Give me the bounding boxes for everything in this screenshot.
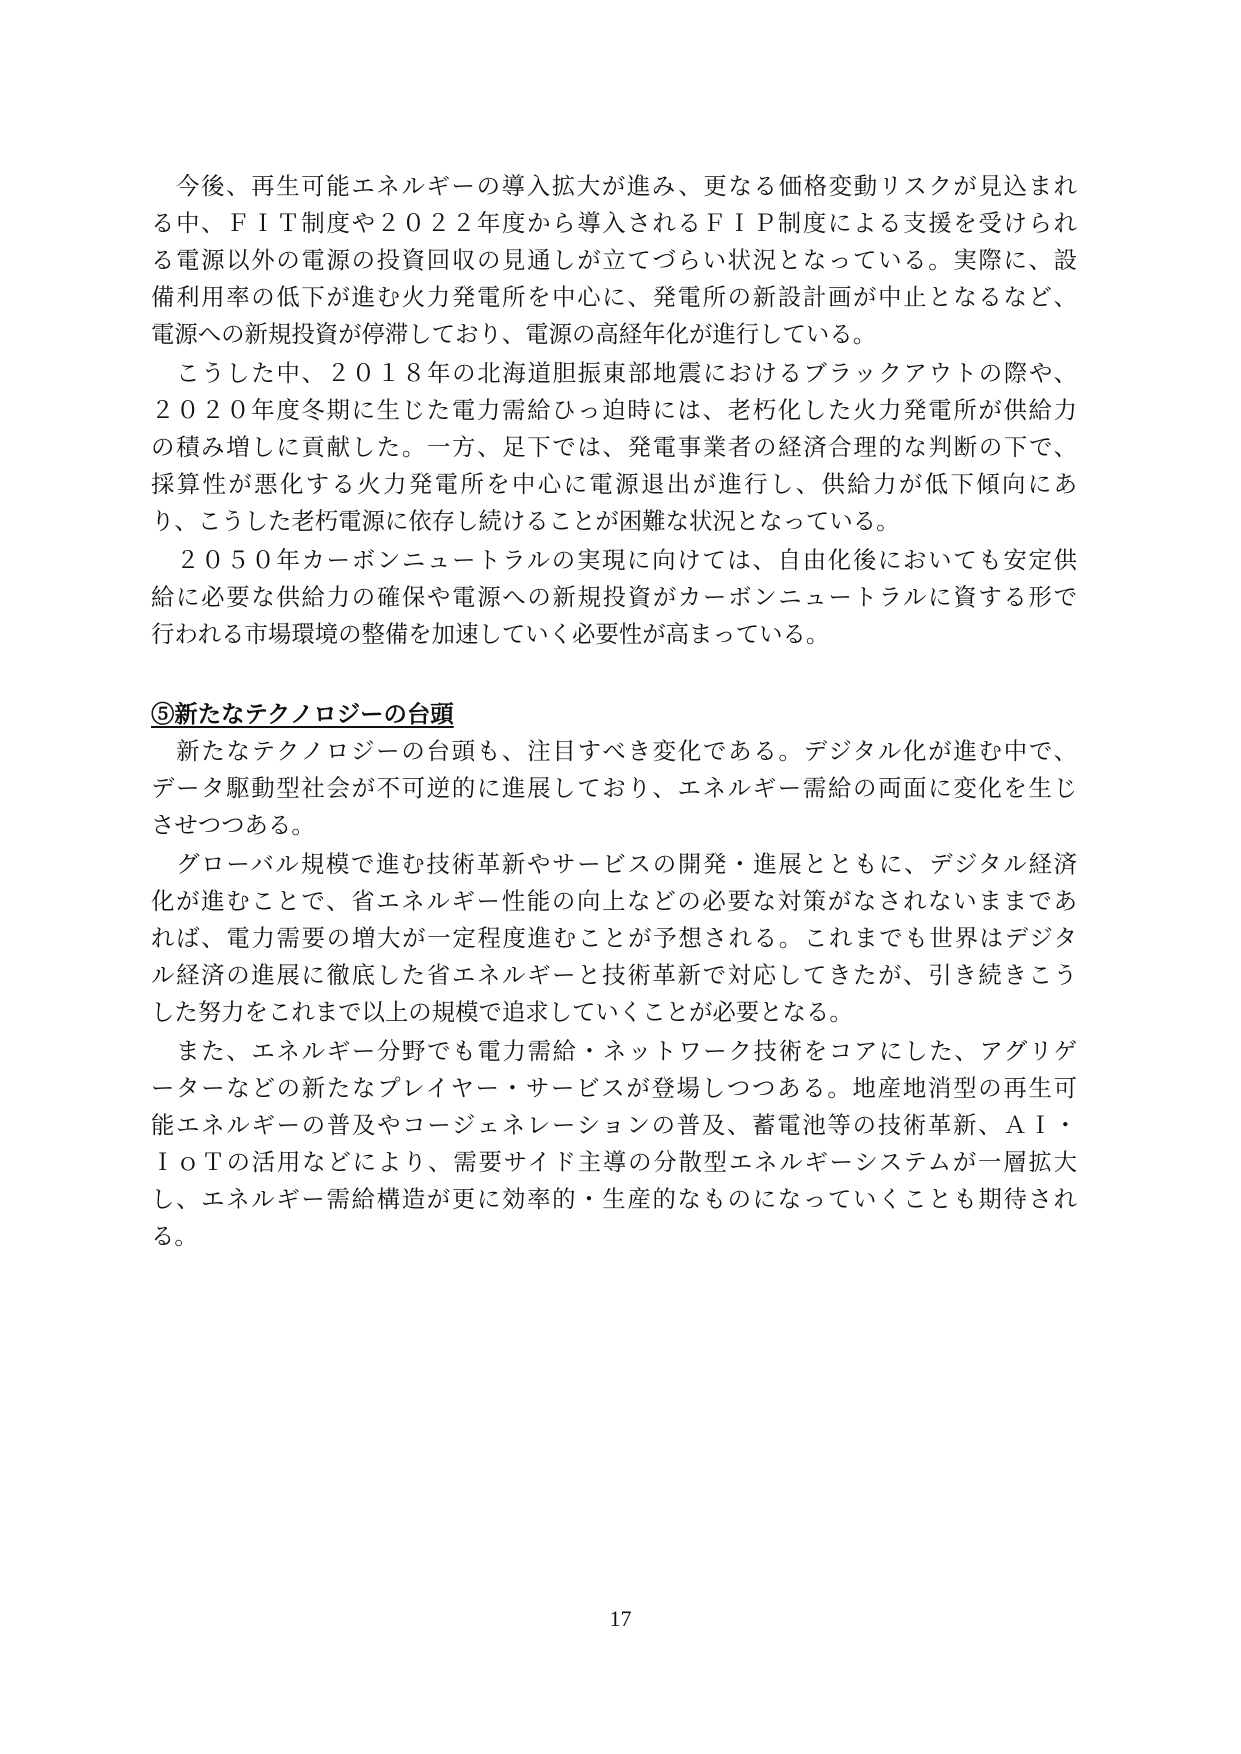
paragraph-6-line-1: また、エネルギー分野でも電力需給・ネットワーク技術をコアにした、アグリゲ: [151, 1037, 1077, 1065]
section-heading: ⑤新たなテクノロジーの台頭: [151, 700, 454, 728]
paragraph-6-line-2: ーターなどの新たなプレイヤー・サービスが登場しつつある。地産地消型の再生可: [151, 1074, 1077, 1102]
paragraph-2-line-1: こうした中、２０１８年の北海道胆振東部地震におけるブラックアウトの際や、: [151, 359, 1077, 387]
paragraph-2-line-3: の積み増しに貢献した。一方、足下では、発電事業者の経済合理的な判断の下で、: [151, 433, 1077, 461]
paragraph-5-line-4: ル経済の進展に徹底した省エネルギーと技術革新で対応してきたが、引き続きこう: [151, 961, 1077, 989]
paragraph-6-line-4: ＩｏＴの活用などにより、需要サイド主導の分散型エネルギーシステムが一層拡大: [151, 1148, 1077, 1176]
paragraph-4-line-1: 新たなテクノロジーの台頭も、注目すべき変化である。デジタル化が進む中で、: [151, 737, 1077, 765]
paragraph-2-line-5: り、こうした老朽電源に依存し続けることが困難な状況となっている。: [151, 507, 900, 535]
paragraph-6-line-3: 能エネルギーの普及やコージェネレーションの普及、蓄電池等の技術革新、ＡＩ・: [151, 1111, 1077, 1139]
paragraph-6-line-5: し、エネルギー需給構造が更に効率的・生産的なものになっていくことも期待され: [151, 1185, 1077, 1213]
paragraph-5-line-3: れば、電力需要の増大が一定程度進むことが予想される。これまでも世界はデジタ: [151, 924, 1077, 952]
paragraph-2-line-2: ２０２０年度冬期に生じた電力需給ひっ迫時には、老朽化した火力発電所が供給力: [151, 396, 1077, 424]
paragraph-5-line-5: した努力をこれまで以上の規模で追求していくことが必要となる。: [151, 998, 853, 1026]
paragraph-1-line-1: 今後、再生可能エネルギーの導入拡大が進み、更なる価格変動リスクが見込まれ: [151, 172, 1077, 200]
paragraph-1-line-4: 備利用率の低下が進む火力発電所を中心に、発電所の新設計画が中止となるなど、: [151, 283, 1077, 311]
paragraph-6-line-6: る。: [151, 1222, 198, 1250]
paragraph-2-line-4: 採算性が悪化する火力発電所を中心に電源退出が進行し、供給力が低下傾向にあ: [151, 470, 1077, 498]
paragraph-3-line-3: 行われる市場環境の整備を加速していく必要性が高まっている。: [151, 620, 830, 648]
paragraph-5-line-1: グローバル規模で進む技術革新やサービスの開発・進展とともに、デジタル経済: [151, 850, 1077, 878]
paragraph-1-line-3: る電源以外の電源の投資回収の見通しが立てづらい状況となっている。実際に、設: [151, 246, 1077, 274]
paragraph-4-line-3: させつつある。: [151, 811, 315, 839]
paragraph-3-line-2: 給に必要な供給力の確保や電源への新規投資がカーボンニュートラルに資する形で: [151, 583, 1077, 611]
paragraph-4-line-2: データ駆動型社会が不可逆的に進展しており、エネルギー需給の両面に変化を生じ: [151, 774, 1077, 802]
paragraph-3-line-1: ２０５０年カーボンニュートラルの実現に向けては、自由化後においても安定供: [151, 546, 1077, 574]
page-number: 17: [609, 1606, 632, 1631]
paragraph-5-line-2: 化が進むことで、省エネルギー性能の向上などの必要な対策がなされないままであ: [151, 887, 1077, 915]
paragraph-1-line-2: る中、ＦＩＴ制度や２０２２年度から導入されるＦＩＰ制度による支援を受けられ: [151, 209, 1077, 237]
paragraph-1-line-5: 電源への新規投資が停滞しており、電源の高経年化が進行している。: [151, 320, 877, 348]
